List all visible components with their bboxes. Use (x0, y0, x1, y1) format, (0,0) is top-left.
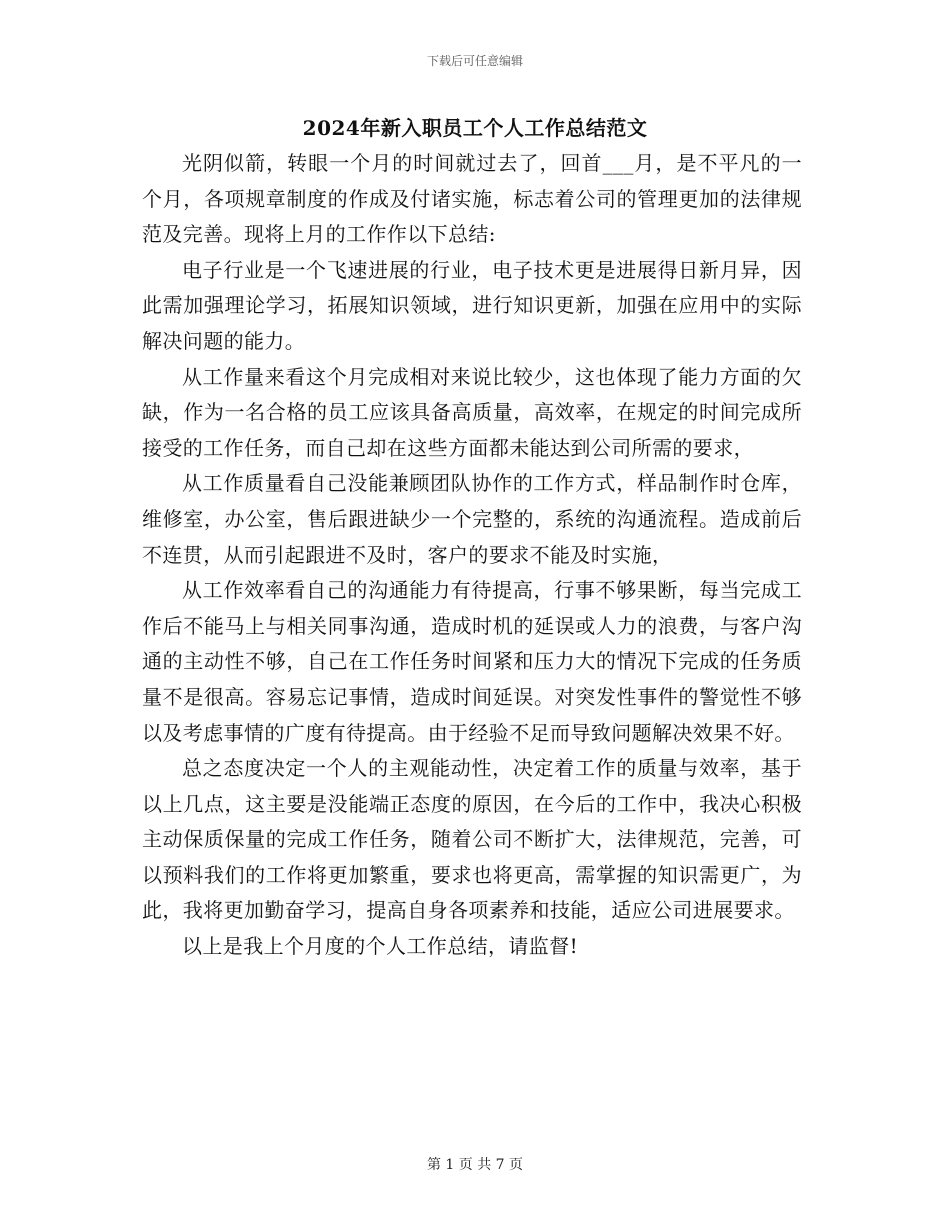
paragraph-quality: 从工作质量看自己没能兼顾团队协作的工作方式，样品制作时仓库，维修室，办公室，售后跟进缺少一个完整的，系统的沟通流程。造成前后不连贯，从而引起跟进不及时，客户的要求不能及时实施， (142, 471, 802, 567)
page-header-note: 下载后可任意编辑 (426, 54, 523, 68)
paragraph-industry: 电子行业是一个飞速进展的行业，电子技术更是进展得日新月异，因此需加强理论学习，拓展知识领域，进行知识更新，加强在应用中的实际解决问题的能力。 (142, 257, 802, 353)
document-title: 2024年新入职员工个人工作总结范文 (302, 116, 648, 140)
paragraph-intro: 光阴似箭，转眼一个月的时间就过去了，回首___月，是不平凡的一个月，各项规章制度的作成及付诸实施，标志着公司的管理更加的法律规范及完善。现将上月的工作作以下总结: (142, 151, 802, 247)
paragraph-efficiency: 从工作效率看自己的沟通能力有待提高，行事不够果断，每当完成工作后不能马上与相关同事沟通，造成时机的延误或人力的浪费，与客户沟通的主动性不够，自己在工作任务时间紧和压力大的情况下完成的任务质量不是很高。容易忘记事情，造成时间延误。对突发性事件的警觉性不够以及考虑事情的广度有待提高。由于经验不足而导致问题解决效果不好。 (142, 578, 802, 745)
paragraph-closing: 以上是我上个月度的个人工作总结，请监督! (182, 934, 579, 959)
page-number-footer: 第 1 页 共 7 页 (426, 1157, 524, 1173)
document-body (142, 146, 802, 965)
paragraph-workload: 从工作量来看这个月完成相对来说比较少，这也体现了能力方面的欠缺，作为一名合格的员工应该具备高质量，高效率，在规定的时间完成所接受的工作任务，而自己却在这些方面都未能达到公司所需的要求， (142, 364, 802, 460)
paragraph-attitude: 总之态度决定一个人的主观能动性，决定着工作的质量与效率，基于以上几点，这主要是没能端正态度的原因，在今后的工作中，我决心积极主动保质保量的完成工作任务，随着公司不断扩大，法律规范，完善，可以预料我们的工作将更加繁重，要求也将更高，需掌握的知识需更广，为此，我将更加勤奋学习，提高自身各项素养和技能，适应公司进展要求。 (142, 756, 802, 923)
